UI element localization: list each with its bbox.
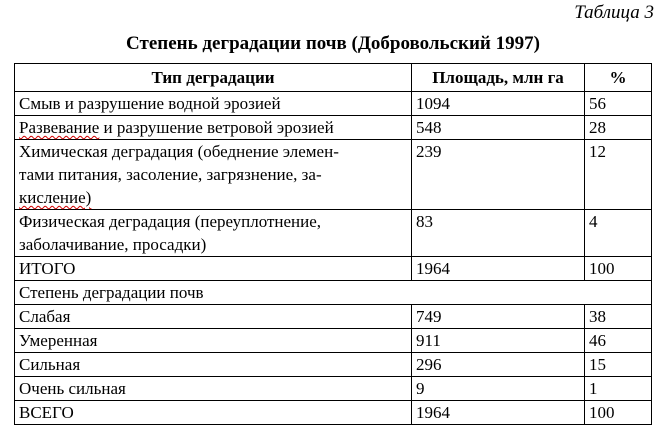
cell-area: 9 [412,377,585,401]
cell-type [15,210,412,257]
cell-degree: Сильная [15,353,412,377]
cell-area: 911 [412,329,585,353]
cell-type [15,140,412,210]
section-label: Степень деградации почв [15,281,652,305]
table-row [15,377,652,401]
header-area: Площадь, млн га [412,64,585,92]
cell-percent: 28 [585,116,652,140]
cell-type-line: Физическая деградация (переуплотнение, [19,212,322,231]
cell-percent: 100 [585,401,652,425]
spellcheck-word: кисление) [19,188,92,207]
table-row [15,329,652,353]
header-percent: % [585,64,652,92]
cell-area: 548 [412,116,585,140]
cell-percent: 4 [585,210,652,257]
table-row [15,210,652,257]
cell-area: 1964 [412,401,585,425]
table-row [15,116,652,140]
cell-type: ИТОГО [15,257,412,281]
table-row-total [15,401,652,425]
cell-degree: Умеренная [15,329,412,353]
table-header-row [15,64,652,92]
table-title: Степень деградации почв (Добровольский 1997) [126,33,540,54]
table-row [15,92,652,116]
cell-type [15,116,412,140]
degradation-table [14,63,652,425]
table-row-total [15,257,652,281]
cell-type-line: Химическая деградация (обеднение элемен- [19,142,339,161]
table-row [15,353,652,377]
cell-degree: Слабая [15,305,412,329]
cell-percent: 12 [585,140,652,210]
table-row [15,305,652,329]
cell-area: 83 [412,210,585,257]
cell-type: Смыв и разрушение водной эрозией [15,92,412,116]
cell-degree: Очень сильная [15,377,412,401]
cell-area: 296 [412,353,585,377]
spellcheck-word: Развевание [19,118,100,137]
cell-percent: 46 [585,329,652,353]
cell-area: 239 [412,140,585,210]
cell-percent: 100 [585,257,652,281]
cell-type-line: тами питания, засоление, загрязнение, за- [19,165,322,184]
cell-area: 749 [412,305,585,329]
cell-degree: ВСЕГО [15,401,412,425]
table-caption: Таблица 3 [574,2,654,23]
section-row [15,281,652,305]
cell-percent: 38 [585,305,652,329]
cell-percent: 15 [585,353,652,377]
cell-type-rest: и разрушение ветровой эрозией [99,118,334,137]
cell-area: 1094 [412,92,585,116]
cell-area: 1964 [412,257,585,281]
cell-percent: 56 [585,92,652,116]
cell-percent: 1 [585,377,652,401]
cell-type-line [19,186,407,209]
cell-type-line: заболачивание, просадки) [19,235,207,254]
table-row [15,140,652,210]
header-degradation-type: Тип деградации [15,64,412,92]
